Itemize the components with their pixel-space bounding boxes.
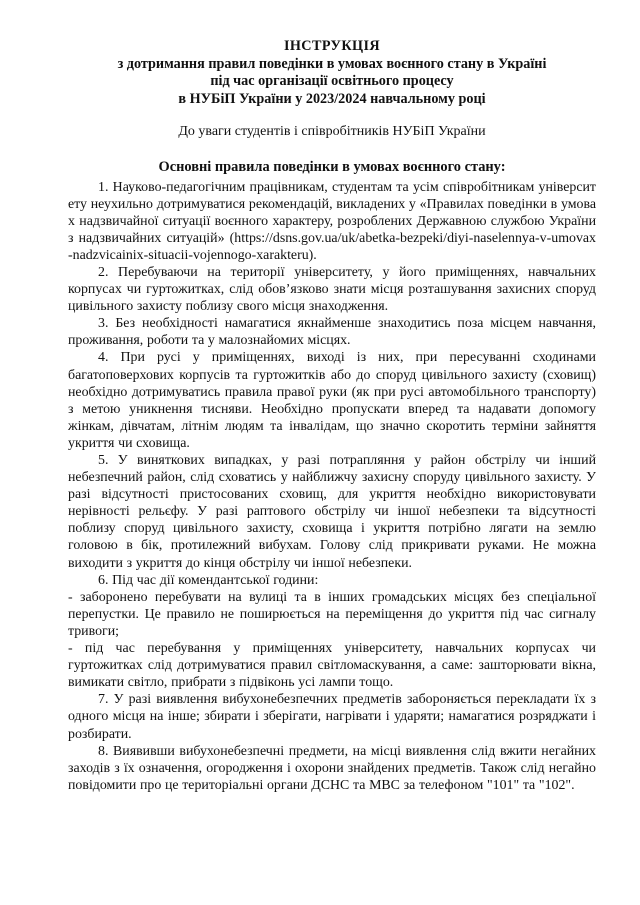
audience-line: До уваги студентів і співробітників НУБіП України	[178, 124, 486, 139]
document-page	[68, 38, 596, 794]
document-header	[68, 38, 596, 108]
paragraph-6-item-2: - під час перебування у приміщеннях університету, навчальних корпусах чи гуртожитках слід дотримуватися правил світломаскування, а саме: зашторювати вікна, вимикати світло, прибрати з підвіконь усі лампи тощо.	[68, 641, 596, 691]
paragraph-7: 7. У разі виявлення вибухонебезпечних предметів забороняється перекладати їх з одного місця на інше; збирати і зберігати, нагрівати і ударяти; намагатися розряджати і розбирати.	[68, 692, 596, 742]
document-body	[68, 179, 596, 794]
paragraph-5: 5. У виняткових випадках, у разі потрапляння у район обстрілу чи інший небезпечний район, слід сховатись у найближчу захисну споруду цивільного захисту. У разі відсутності пристосованих сховищ, для укриття необхідно використовувати нерівності рельєфу. У разі раптового обстрілу чи іншої небезпеки та відсутності поблизу споруд цивільного захисту, сховища і укриття потрібно лягати на землю головою в бік, протилежний вибухам. Голову слід прикривати руками. Не можна виходити з укриття до кінця обстрілу чи іншої небезпеки.	[68, 453, 596, 571]
section-heading: Основні правила поведінки в умовах воєнного стану:	[158, 159, 506, 175]
paragraph-2: 2. Перебуваючи на території університету, у його приміщеннях, навчальних корпусах чи гуртожитках, слід обов’язково знати місця розташування захисних споруд цивільного захисту поблизу свого місця знаходження.	[68, 264, 596, 315]
paragraph-4: 4. При русі у приміщеннях, виході із них, при пересуванні сходинами багатоповерхових корпусів та гуртожитків або до споруд цивільного захисту (сховищ) необхідно дотримуватись правила правої руки (як при русі автомобільного транспорту) з метою уникнення тисняви. Необхідно пропускати вперед та надавати допомогу жінкам, дівчатам, літнім людям та інвалідам, що значно скоротить терміни зайняття укриття чи сховища.	[68, 350, 596, 451]
document-title-line-4: в НУБіП України у 2023/2024 навчальному році	[178, 90, 486, 107]
paragraph-3: 3. Без необхідності намагатися якнайменше знаходитись поза місцем навчання, проживання, роботи та у малознайомих місцях.	[68, 316, 596, 349]
document-title-line-2: з дотримання правил поведінки в умовах воєнного стану в Україні	[117, 55, 547, 72]
paragraph-8: 8. Виявивши вибухонебезпечні предмети, на місці виявлення слід вжити негайних заходів з їх означення, огородження і охорони знайдених предметів. Також слід негайно повідомити про це територіальні органи ДСНС та МВС за телефоном "101" та "102".	[68, 743, 596, 793]
paragraph-6-item-1: - заборонено перебувати на вулиці та в інших громадських місцях без спеціальної перепустки. Це правило не поширюється на переміщення до укриття під час сигналу тривоги;	[68, 589, 596, 639]
document-title: ІНСТРУКЦІЯ	[283, 38, 381, 54]
paragraph-1: 1. Науково-педагогічним працівникам, студентам та усім співробітникам університету неухильно дотримуватися рекомендацій, викладених у «Правилах поведінки в умовах надзвичайної ситуації воєнного характеру, розроблених Державною службою України з надзвичайних ситуацій» (https://dsns.gov.ua/uk/abetka-bezpeki/diyi-naselennya-v-umovax-nadzvicainix-situacii-vojennogo-xarakteru).	[68, 179, 596, 263]
paragraph-6: 6. Під час дії комендантської години:	[98, 572, 319, 588]
document-title-line-3: під час організації освітнього процесу	[210, 73, 454, 89]
